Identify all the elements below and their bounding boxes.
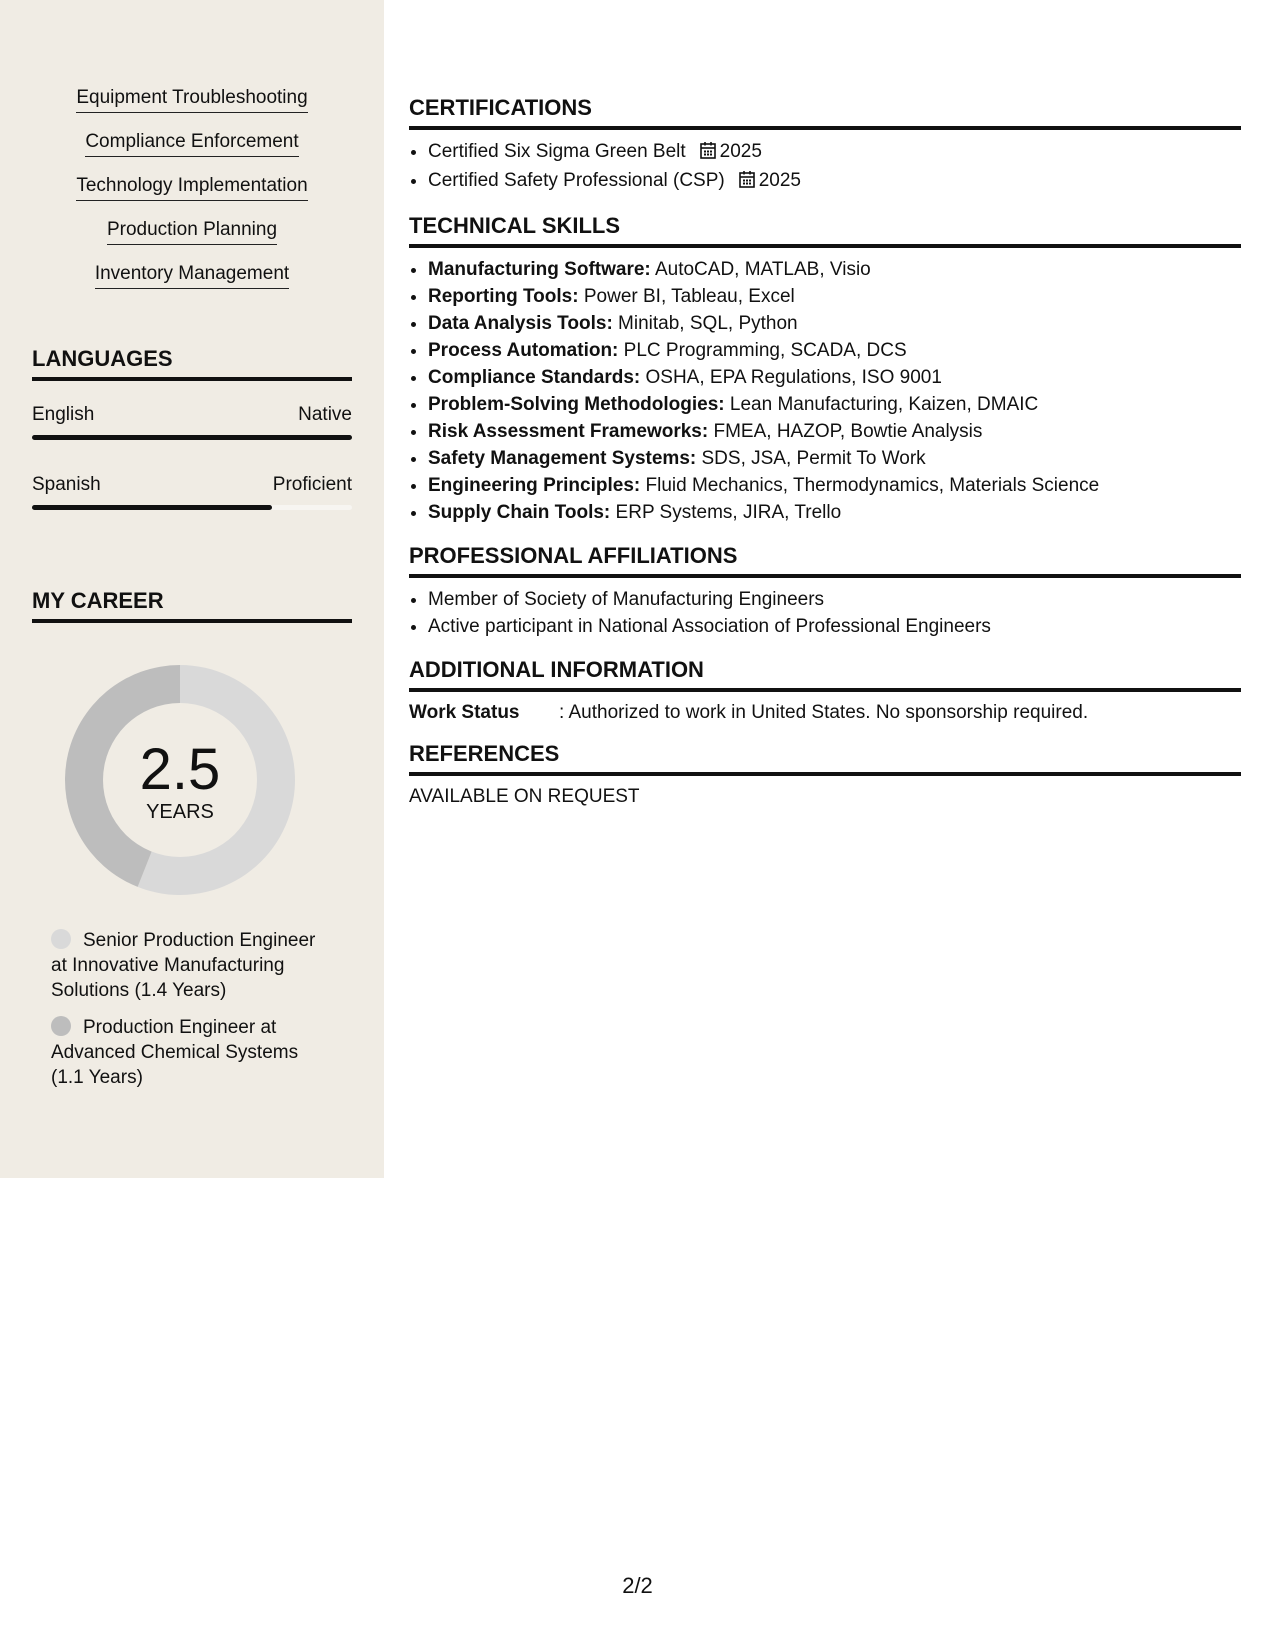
references-heading: REFERENCES xyxy=(409,740,1241,776)
technical-skill-value: FMEA, HAZOP, Bowtie Analysis xyxy=(708,421,983,442)
technical-skill-item xyxy=(428,283,1241,310)
work-status-row xyxy=(409,700,1241,726)
technical-skill-item xyxy=(428,310,1241,337)
skill-item: Production Planning xyxy=(107,218,277,245)
technical-skill-key: Compliance Standards: xyxy=(428,367,641,388)
language-level: Native xyxy=(298,404,352,425)
certifications-list xyxy=(409,138,1241,196)
career-item xyxy=(51,1015,321,1090)
technical-skills-heading: TECHNICAL SKILLS xyxy=(409,212,1241,248)
affiliations-list xyxy=(409,586,1241,640)
language-row xyxy=(32,403,352,427)
career-total-years: 2.5 xyxy=(139,737,221,802)
sidebar xyxy=(0,0,384,1178)
language-name: English xyxy=(32,404,95,425)
certification-name: Certified Six Sigma Green Belt xyxy=(428,141,686,162)
technical-skill-key: Manufacturing Software: xyxy=(428,259,651,280)
technical-skill-value: Power BI, Tableau, Excel xyxy=(578,286,795,307)
technical-skill-key: Reporting Tools: xyxy=(428,286,579,307)
career-list xyxy=(51,928,321,1102)
language-proficiency-bar xyxy=(32,435,352,440)
work-status-label: Work Status xyxy=(409,702,520,723)
career-heading: MY CAREER xyxy=(32,587,352,623)
career-item-text: Production Engineer at Advanced Chemical Systems (1.1 Years) xyxy=(51,1017,299,1088)
calendar-icon xyxy=(700,140,716,167)
certification-item xyxy=(428,167,1241,196)
technical-skill-value: ERP Systems, JIRA, Trello xyxy=(610,502,842,523)
technical-skill-value: Minitab, SQL, Python xyxy=(612,313,798,334)
main-content xyxy=(409,94,1241,810)
certification-year: 2025 xyxy=(719,141,762,162)
technical-skill-value: PLC Programming, SCADA, DCS xyxy=(618,340,907,361)
affiliations-heading: PROFESSIONAL AFFILIATIONS xyxy=(409,542,1241,578)
skill-item: Inventory Management xyxy=(95,262,289,289)
affiliation-item: • Active participant in National Association of Professional Engineers xyxy=(428,613,1241,640)
work-status-value: : Authorized to work in United States. No sponsorship required. xyxy=(559,702,1089,723)
technical-skill-item xyxy=(428,472,1241,499)
technical-skill-item xyxy=(428,418,1241,445)
certifications-heading: CERTIFICATIONS xyxy=(409,94,1241,130)
language-row xyxy=(32,473,352,497)
certification-year: 2025 xyxy=(758,170,802,191)
technical-skill-key: Problem-Solving Methodologies: xyxy=(428,394,725,415)
technical-skill-key: Risk Assessment Frameworks: xyxy=(428,421,709,442)
additional-info-heading: ADDITIONAL INFORMATION xyxy=(409,656,1241,692)
career-legend-dot xyxy=(51,1016,71,1036)
technical-skill-item xyxy=(428,499,1241,526)
language-level: Proficient xyxy=(272,474,352,495)
technical-skill-item xyxy=(428,445,1241,472)
career-total-unit: YEARS xyxy=(146,801,214,823)
skills-list xyxy=(0,86,384,306)
page-number: 2/2 xyxy=(622,1573,653,1598)
affiliation-item: • Member of Society of Manufacturing Engineers xyxy=(428,586,1241,613)
skill-item: Compliance Enforcement xyxy=(85,130,298,157)
technical-skill-value: Fluid Mechanics, Thermodynamics, Materials Science xyxy=(640,475,1100,496)
technical-skill-key: Supply Chain Tools: xyxy=(428,502,611,523)
technical-skill-item xyxy=(428,364,1241,391)
technical-skill-key: Process Automation: xyxy=(428,340,619,361)
career-item xyxy=(51,928,321,1003)
career-item-text: Senior Production Engineer at Innovative Manufacturing Solutions (1.4 Years) xyxy=(51,930,316,1001)
technical-skills-list xyxy=(409,256,1241,526)
language-proficiency-fill xyxy=(32,505,272,510)
technical-skill-item xyxy=(428,256,1241,283)
skill-item: Technology Implementation xyxy=(76,174,307,201)
career-legend-dot xyxy=(51,929,71,949)
calendar-icon xyxy=(739,169,755,196)
skill-item: Equipment Troubleshooting xyxy=(76,86,307,113)
language-proficiency-fill xyxy=(32,435,352,440)
technical-skill-key: Engineering Principles: xyxy=(428,475,641,496)
technical-skill-key: Data Analysis Tools: xyxy=(428,313,613,334)
language-name: Spanish xyxy=(32,474,101,495)
technical-skill-value: AutoCAD, MATLAB, Visio xyxy=(650,259,871,280)
technical-skill-value: OSHA, EPA Regulations, ISO 9001 xyxy=(640,367,942,388)
references-text: AVAILABLE ON REQUEST xyxy=(409,786,640,807)
certification-name: Certified Safety Professional (CSP) xyxy=(428,170,725,191)
languages-heading: LANGUAGES xyxy=(32,345,352,381)
technical-skill-item xyxy=(428,337,1241,364)
certification-item xyxy=(428,138,1241,167)
technical-skill-item xyxy=(428,391,1241,418)
technical-skill-value: SDS, JSA, Permit To Work xyxy=(696,448,926,469)
technical-skill-value: Lean Manufacturing, Kaizen, DMAIC xyxy=(724,394,1039,415)
technical-skill-key: Safety Management Systems: xyxy=(428,448,697,469)
language-proficiency-bar xyxy=(32,505,352,510)
